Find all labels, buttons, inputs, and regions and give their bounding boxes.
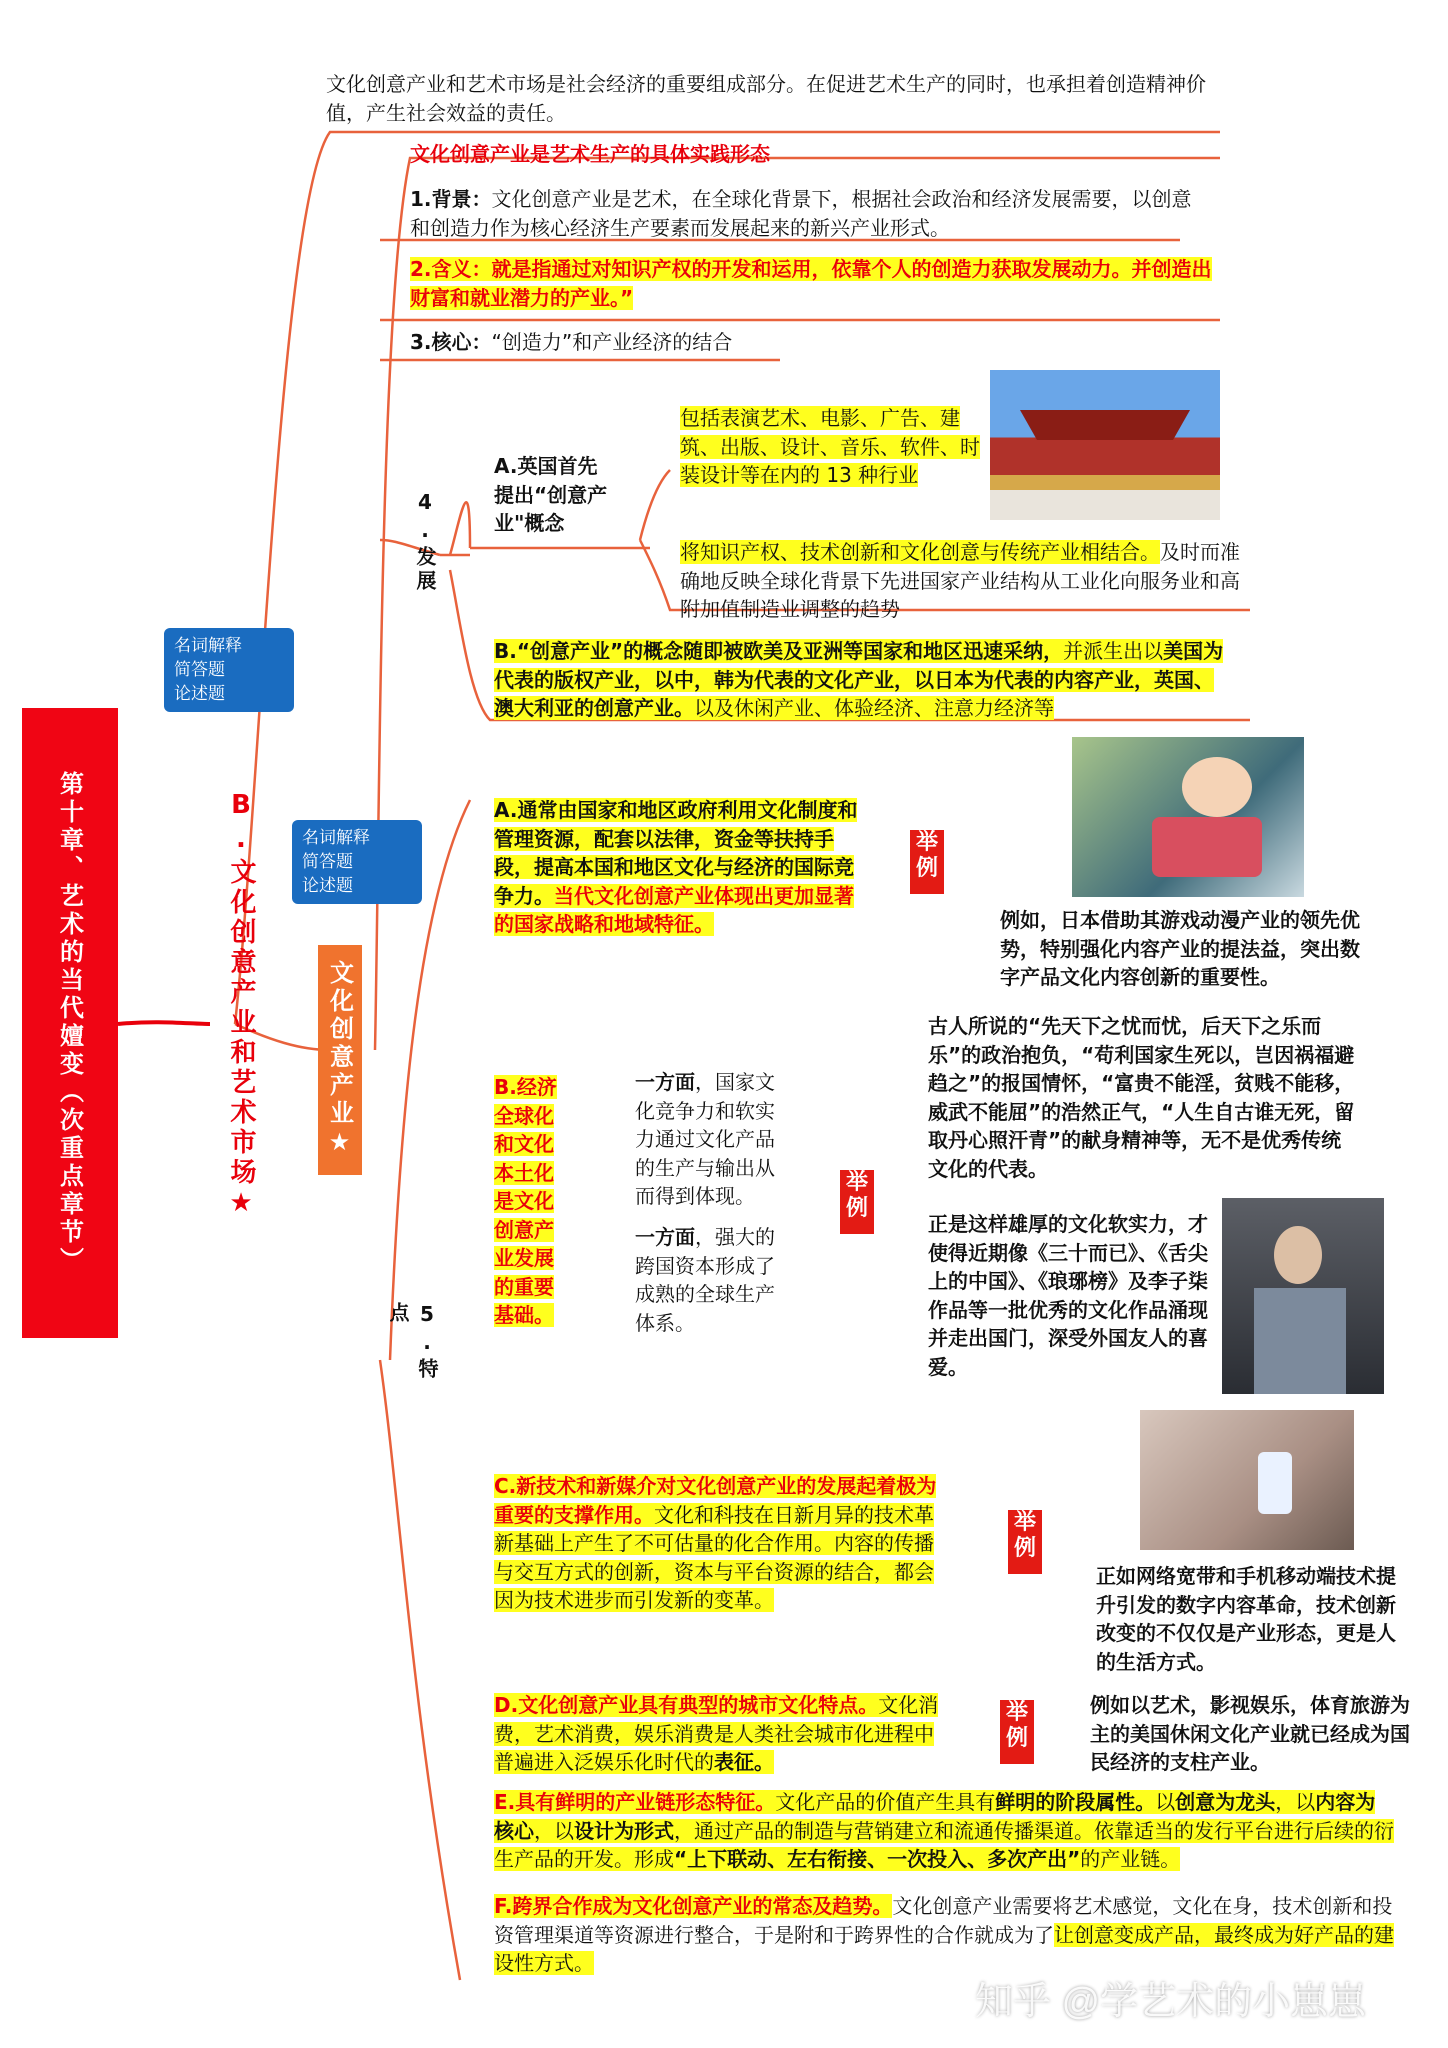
node-title: 文化创意产业★ (318, 945, 362, 1175)
feat-e-t2: 以 (1155, 1790, 1176, 1814)
feat-f-hl: 让创意变成产品，最终成为好产品的建设性方式。 (494, 1922, 1394, 1975)
feat-a-example: 例如，日本借助其游戏动漫产业的领先优势，特别强化内容产业的提法益，突出数字产品文化内容创新的重要性。 (1000, 908, 1360, 989)
example-tag-c: 举例 (1008, 1510, 1042, 1574)
dev-b-rest: 以及休闲产业、体验经济、注意力经济等 (694, 696, 1054, 720)
feat-c-example: 正如网络宽带和手机移动端技术提升引发的数字内容革命，技术创新改变的不仅仅是产业形态，更是人的生活方式。 (1096, 1564, 1396, 1674)
feat-d-text: 文化消费，艺术消费，娱乐消费是人类社会城市化进程中普遍进入泛娱乐化时代的 (494, 1693, 939, 1774)
feat-b2-lead: 一方面 (635, 1225, 695, 1249)
feat-a-bold: A.通常由国家和地区政府利用文化制度和管理资源，配套以法律，资金等扶持手段，提高本国和地区文化与经济的国际竞争力。 (494, 798, 858, 908)
background-text: 文化创意产业是艺术，在全球化背景下，根据社会政治和经济发展需要，以创意和创造力作为核心经济生产要素而发展起来的新兴产业形式。 (410, 187, 1192, 240)
feat-d-example: 例如以艺术，影视娱乐，体育旅游为主的美国休闲文化产业就已经成为国民经济的支柱产业。 (1090, 1693, 1410, 1774)
dev-b-bold: B.“创意产业”的概念随即被欧美及亚洲等国家和地区迅速采纳， (494, 639, 1064, 663)
feat-e-b2: 创意为龙头 (1175, 1790, 1276, 1814)
dev-b (494, 637, 1224, 723)
feat-b1-text: ，国家文化竞争力和软实力通过文化产品的生产与输出从而得到体现。 (635, 1070, 775, 1208)
feat-b-example2: 正是这样雄厚的文化软实力，才使得近期像《三十而已》、《舌尖上的中国》、《琅琊榜》及李子柒作品等一批优秀的文化作品涌现并走出国门，深受外国友人的喜爱。 (928, 1212, 1208, 1379)
meaning-item (410, 255, 1220, 312)
feat-b1 (635, 1068, 785, 1211)
feat-e-red: E.具有鲜明的产业链形态特征。 (494, 1790, 776, 1814)
example-tag-d: 举例 (1000, 1700, 1034, 1764)
meaning-text: 就是指通过对知识产权的开发和运用，依靠个人的创造力获取发展动力。并创造出财富和就业潜力的产业。” (410, 257, 1212, 310)
dev-a2-rest: 及时而准确地反映全球化背景下先进国家产业结构从工业化向服务业和高附加值制造业调整的趋势 (680, 540, 1240, 621)
feat-f-red: F.跨界合作成为文化创意产业的常态及趋势。 (494, 1894, 893, 1918)
dev-label: 4.发展 (413, 490, 437, 594)
exam-bubble-node: 名词解释 简答题 论述题 (292, 820, 422, 904)
feat-f (494, 1892, 1404, 1978)
anime-image (1072, 737, 1304, 897)
example-tag-a: 举例 (910, 830, 944, 894)
feat-e (494, 1788, 1394, 1874)
section-heading: 文化创意产业是艺术生产的具体实践形态 (410, 142, 770, 166)
dev-a1-text: 包括表演艺术、电影、广告、建筑、出版、设计、音乐、软件、时装设计等在内的 13 种行业 (680, 406, 980, 487)
background-label: 1.背景： (410, 187, 492, 211)
feat-c-text: 文化和科技在日新月异的技术革新基础上产生了不可估量的化合作用。内容的传播与交互方式的创新，资本与平台资源的结合，都会因为技术进步而引发新的变革。 (494, 1502, 934, 1612)
feat-e-t5: ，通过产品的制造与营销建立和流通传播渠道。依靠适当的发行平台进行后续的衍生产品的开发。形成 (494, 1818, 1394, 1871)
feat-b2-text: ，强大的跨国资本形成了成熟的全球生产体系。 (635, 1225, 775, 1335)
dev-a2-hl: 将知识产权、技术创新和文化创意与传统产业相结合。 (680, 540, 1160, 564)
forbidden-city-image (990, 370, 1220, 520)
feat-b1-lead: 一方面 (635, 1070, 695, 1094)
feat-e-t4: ，以 (534, 1818, 574, 1843)
core-label: 3.核心： (410, 330, 492, 354)
feat-c (494, 1472, 946, 1615)
feat-b2 (635, 1223, 785, 1337)
example-tag-b: 举例 (840, 1170, 874, 1234)
dev-a-title: A.英国首先提出“创意产业"概念 (494, 454, 608, 535)
exam-bubble-section: 名词解释 简答题 论述题 (164, 628, 294, 712)
core-item (410, 328, 1210, 357)
meaning-label: 2.含义： (410, 257, 492, 281)
feat-b-example1: 古人所说的“先天下之忧而忧，后天下之乐而乐”的政治抱负，“苟利国家生死以，岂因祸福避趋之”的报国情怀，“富贵不能淫，贫贱不能移，威武不能屈”的浩然正气，“人生自古谁无死，留取丹心照汗青”的献身精神等，无不是优秀传统文化的代表。 (928, 1014, 1355, 1181)
dev-b-bold2: 美国为代表的版权产业，以中，韩为代表的文化产业，以日本为代表的内容产业，英国、澳大利亚的创意产业。 (494, 639, 1224, 720)
feat-label: 5.特点 (386, 1302, 439, 1382)
phone-image (1140, 1410, 1354, 1550)
drama-image (1222, 1198, 1384, 1394)
root-title: 第十章、艺术的当代嬗变（次重点章节） (22, 708, 118, 1338)
background-item (410, 185, 1210, 242)
feat-e-t3: ，以 (1275, 1790, 1316, 1814)
section-title: B.文化创意产业和艺术市场★ (226, 790, 256, 1222)
feat-e-t1: 文化产品的价值产生具有 (775, 1790, 996, 1814)
watermark: 知乎 @学艺术的小崽崽 (975, 1981, 1367, 2023)
intro-text: 文化创意产业和艺术市场是社会经济的重要组成部分。在促进艺术生产的同时，也承担着创造精神价值，产生社会效益的责任。 (326, 72, 1206, 125)
feat-b-title-text: B.经济全球化和文化本土化是文化创意产业发展的重要基础。 (494, 1075, 557, 1327)
feat-d-red: D.文化创意产业具有典型的城市文化特点。 (494, 1693, 879, 1717)
dev-b-mid: 并派生出以 (1063, 639, 1164, 663)
feat-e-b1: 鲜明的阶段属性。 (995, 1790, 1156, 1814)
feat-e-b3: 内容为核心 (494, 1790, 1376, 1843)
feat-b-title (494, 1073, 560, 1330)
feat-d (494, 1691, 944, 1777)
feat-e-t6: 的产业链。 (1080, 1847, 1181, 1871)
feat-a-red: 当代文化创意产业体现出更加显著的国家战略和地域特征。 (494, 883, 854, 936)
core-text: “创造力”和产业经济的结合 (491, 330, 733, 354)
dev-a1 (680, 404, 980, 490)
feat-d-bold: 表征。 (714, 1750, 774, 1774)
feat-e-b4: 设计为形式 (574, 1818, 674, 1843)
feat-e-b5: “上下联动、左右衔接、一次投入、多次产出” (674, 1847, 1081, 1871)
feat-a (494, 796, 859, 939)
feat-c-red: C.新技术和新媒介对文化创意产业的发展起着极为重要的支撑作用。 (494, 1474, 937, 1527)
feat-f-text: 文化创意产业需要将艺术感觉，文化在身，技术创新和投资管理渠道等资源进行整合，于是附和于跨界性的合作就成为了 (494, 1894, 1393, 1947)
dev-a2 (680, 538, 1240, 624)
